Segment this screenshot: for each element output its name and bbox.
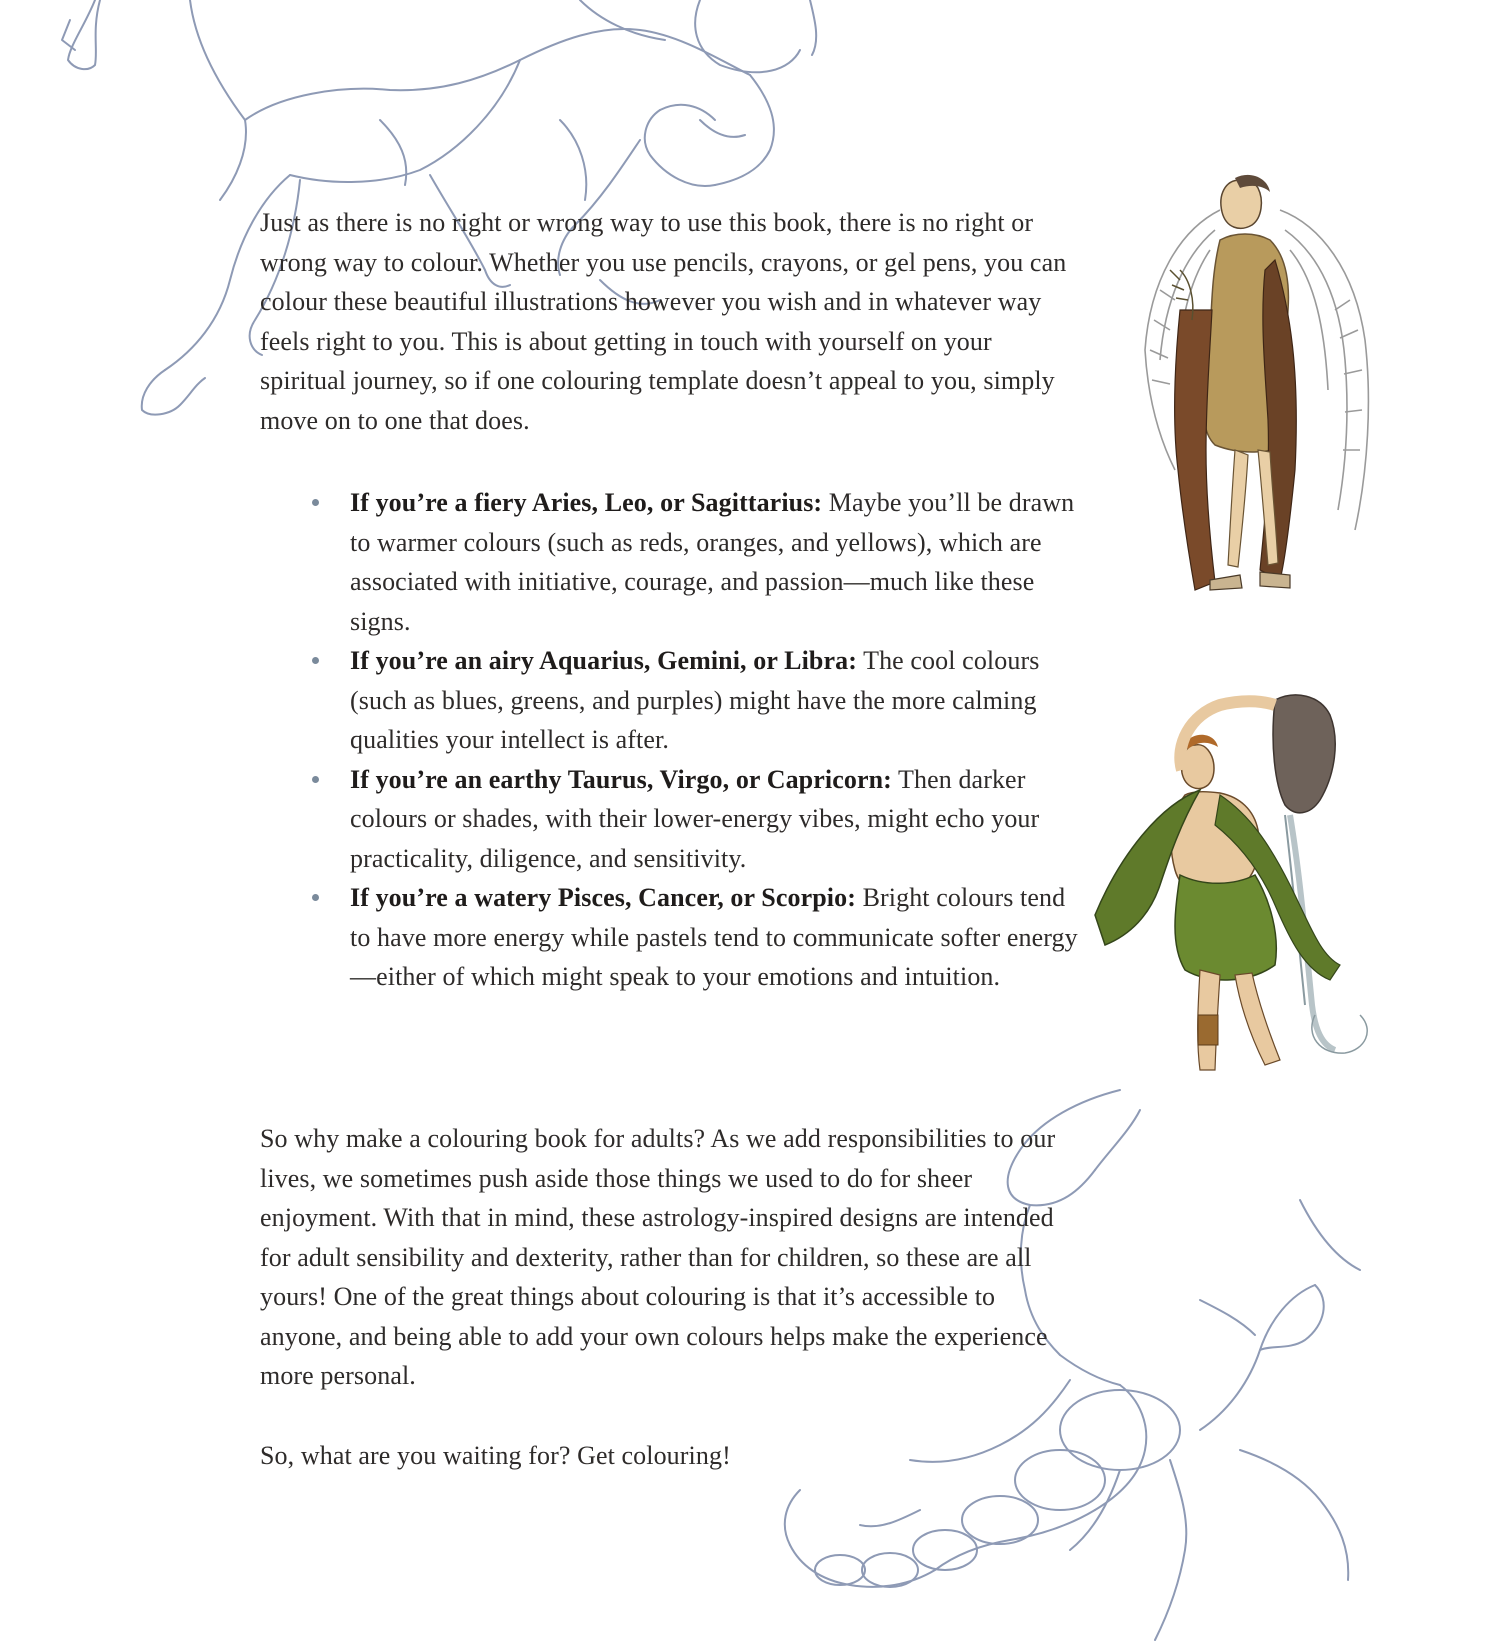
closing-paragraph: So why make a colouring book for adults? As we add responsibilities to our lives, we sometimes push aside those things we used to do for sheer enjoyment. With that in mind, these astrology-inspired designs are intended for adult sensibility and dexterity, rather than for children, so these are all yours! One of the great things about colouring is that it’s accessible to anyone, and being able to add your own colours helps make the experience more personal. — [260, 1124, 1056, 1390]
list-item-body: Then darker colours or shades, with their lower-energy vibes, might echo your practicality, diligence, and sensitivity. — [350, 764, 1040, 873]
list-item-body: Bright colours tend to have more energy while pastels tend to communicate softer energy—either of which might speak to your emotions and intuition. — [350, 883, 1078, 991]
list-item-body: The cool colours (such as blues, greens, and purples) might have the more calming qualities your intellect is after. — [350, 646, 1040, 754]
list-item-lead: If you’re an earthy Taurus, Virgo, or Capricorn: — [350, 764, 892, 794]
bullet-dot — [312, 499, 319, 506]
virgo-winged-maiden-icon — [1140, 170, 1380, 630]
bullet-dot — [312, 894, 319, 901]
intro-paragraph: Just as there is no right or wrong way to use this book, there is no right or wrong way to colour. Whether you use pencils, crayons, or gel pens, you can colour these beautiful illustrations however you wish and in whatever way feels right to you. This is about getting in touch with yourself on your spiritual journey, so if one colouring template doesn’t appeal to you, simply move on to one that does. — [260, 208, 1067, 435]
aquarius-water-bearer-icon — [1090, 685, 1390, 1085]
list-item-lead: If you’re an airy Aquarius, Gemini, or Libra: — [350, 646, 857, 675]
list-item — [300, 483, 1080, 641]
final-line: So, what are you waiting for? Get colouring! — [260, 1441, 731, 1470]
list-item — [300, 641, 1080, 760]
list-item-lead: If you’re a watery Pisces, Cancer, or Scorpio: — [350, 883, 856, 912]
list-item-lead: If you’re a fiery Aries, Leo, or Sagittarius: — [350, 488, 823, 517]
list-item-body: Maybe you’ll be drawn to warmer colours (such as reds, oranges, and yellows), which are associated with initiative, courage, and passion—much like these signs. — [350, 488, 1075, 636]
zodiac-colour-list — [300, 483, 1080, 997]
list-item — [300, 760, 1080, 879]
list-item — [300, 878, 1080, 997]
bullet-dot — [312, 776, 319, 783]
bullet-dot — [312, 657, 319, 664]
